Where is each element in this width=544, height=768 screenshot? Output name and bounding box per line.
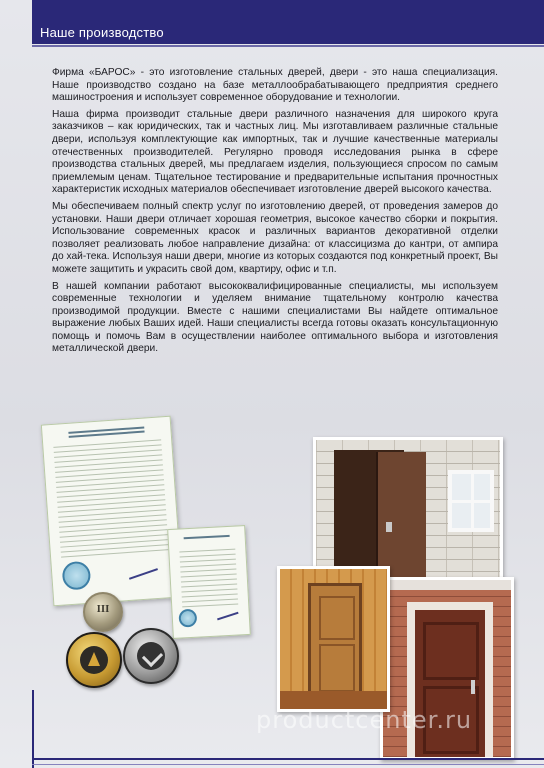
- header-corner-shape: [32, 0, 544, 22]
- header-bar: [32, 22, 544, 44]
- certificate-image: [41, 416, 183, 607]
- signature: [129, 568, 158, 580]
- award-medal-icon: [83, 592, 123, 632]
- photo-open-entrance-door: [313, 437, 503, 587]
- signature: [217, 612, 239, 621]
- gold-medal-icon: [66, 632, 122, 688]
- decorative-line: [32, 758, 544, 760]
- stamp-icon: [178, 609, 197, 628]
- article-body: [52, 67, 498, 360]
- decorative-line: [32, 764, 544, 765]
- paragraph: Фирма «БАРОС» - это изготовление стальных дверей, двери - это наша специализация. Наше производство создано на базе металлообрабатывающего предприятия среднего машиностроения и использует современное оборудование и технологии.: [52, 67, 498, 104]
- certificate-image: [167, 525, 251, 639]
- stamp-icon: [61, 561, 91, 591]
- photo-interior-door: [277, 566, 390, 712]
- watermark: productcenter.ru: [256, 706, 473, 734]
- silver-medal-icon: [123, 628, 179, 684]
- medal-label: III: [96, 603, 110, 615]
- paragraph: Мы обеспечиваем полный спектр услуг по изготовлению дверей, от проведения замеров до установки. Наши двери отличает хорошая геометрия, высокое качество сборки и покрытия. Использование современных красок и различных вариантов декоративной отделки позволяет реализовать любое направление дизайна: от классицизма до кантри, от ампира до хай-тека. Используя наши двери, многие из которых создаются под конкретный проект, Вы можете защитить и украсить свой дом, квартиру, офис и т.п.: [52, 200, 498, 275]
- paragraph: В нашей компании работают высококвалифицированные специалисты, мы используем современные технологии и уделяем внимание тщательному контролю качества производимой продукции. Вместе с нашими специалистами Вы найдете оптимальное выражение любых Ваших идей. Наши специалисты всегда готовы оказать консультационную помощь и помочь Вам в осуществлении наиболее оптимального выбора и изготовления металлической двери.: [52, 280, 498, 355]
- paragraph: Наша фирма производит стальные двери различного назначения для широкого круга заказчиков – как юридических, так и частных лиц. Мы изготавливаем различные стальные двери, используя комплектующие как импортных, так и лучшие качественные материалы отечественных производителей. Регулярно проводя исследования рынка в сфере производства стальных дверей, мы предлагаем изделия, пользующиеся спросом по самым приемлемым ценам. Тщательное тестирование и предварительные испытания прочностных характеристик исходных материалов обеспечивает изготовление дверей высокого качества.: [52, 108, 498, 196]
- page-title: Наше производство: [40, 25, 164, 40]
- decorative-line: [32, 690, 34, 768]
